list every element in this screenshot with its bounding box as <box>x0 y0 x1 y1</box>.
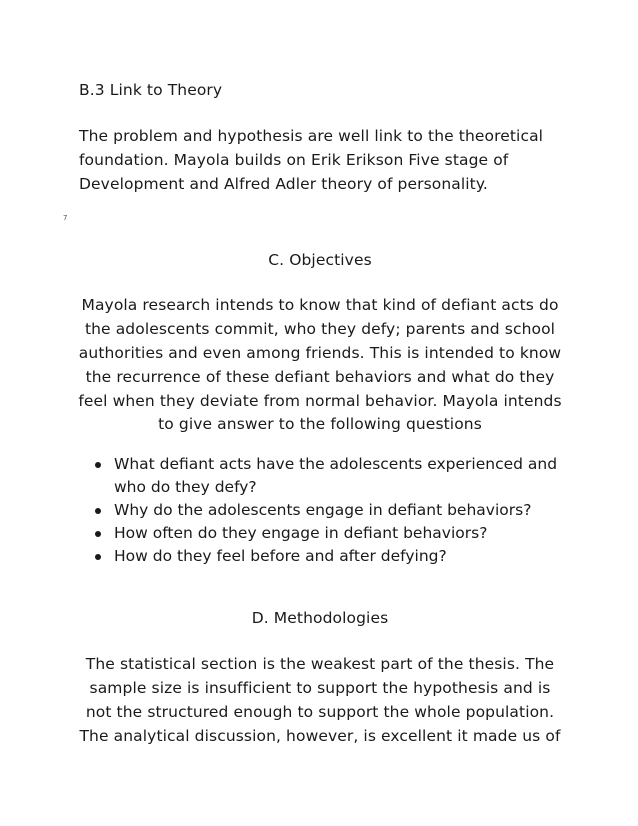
paragraph-line: the adolescents commit, who they defy; parents and school <box>84 320 556 338</box>
paragraph-line: The problem and hypothesis are well link to the theoretical <box>79 127 544 145</box>
paragraph-line: The analytical discussion, however, is excellent it made us of <box>79 727 561 745</box>
paragraph-line: feel when they deviate from normal behavior. Mayola intends <box>78 392 562 410</box>
bullet-dot-icon <box>95 531 101 537</box>
list-item-text: How often do they engage in defiant behaviors? <box>114 524 488 542</box>
section-heading-link-to-theory: B.3 Link to Theory <box>79 81 223 99</box>
paragraph-line: not the structured enough to support the whole population. <box>85 703 555 721</box>
bullet-dot-icon <box>95 462 101 468</box>
paragraph-line: authorities and even among friends. This is intended to know <box>78 344 562 362</box>
objectives-question-list <box>92 453 557 568</box>
paragraph-line: the recurrence of these defiant behaviors and what do they <box>85 368 555 386</box>
paragraph-line: Mayola research intends to know that kind of defiant acts do <box>81 296 559 314</box>
list-item-text: How do they feel before and after defying? <box>114 547 447 565</box>
list-item <box>92 545 557 568</box>
list-item-text: Why do the adolescents engage in defiant behaviors? <box>114 501 532 519</box>
section-heading-methodologies: D. Methodologies <box>251 609 389 627</box>
list-item-text: What defiant acts have the adolescents experienced and <box>114 455 558 473</box>
paragraph-line: foundation. Mayola builds on Erik Erikson Five stage of <box>79 151 509 169</box>
list-item <box>92 499 557 522</box>
paragraph-line: to give answer to the following questions <box>158 415 482 433</box>
list-item <box>92 453 557 499</box>
bullet-dot-icon <box>95 508 101 514</box>
paragraph-line: The statistical section is the weakest part of the thesis. The <box>85 655 555 673</box>
list-item <box>92 522 557 545</box>
section-heading-objectives: C. Objectives <box>268 251 372 269</box>
paragraph-line: Development and Alfred Adler theory of personality. <box>79 175 488 193</box>
paragraph-line: sample size is insufficient to support the hypothesis and is <box>89 679 551 697</box>
bullet-dot-icon <box>95 554 101 560</box>
list-item-text-continued: who do they defy? <box>114 478 257 496</box>
footnote-marker: 7 <box>63 214 68 222</box>
